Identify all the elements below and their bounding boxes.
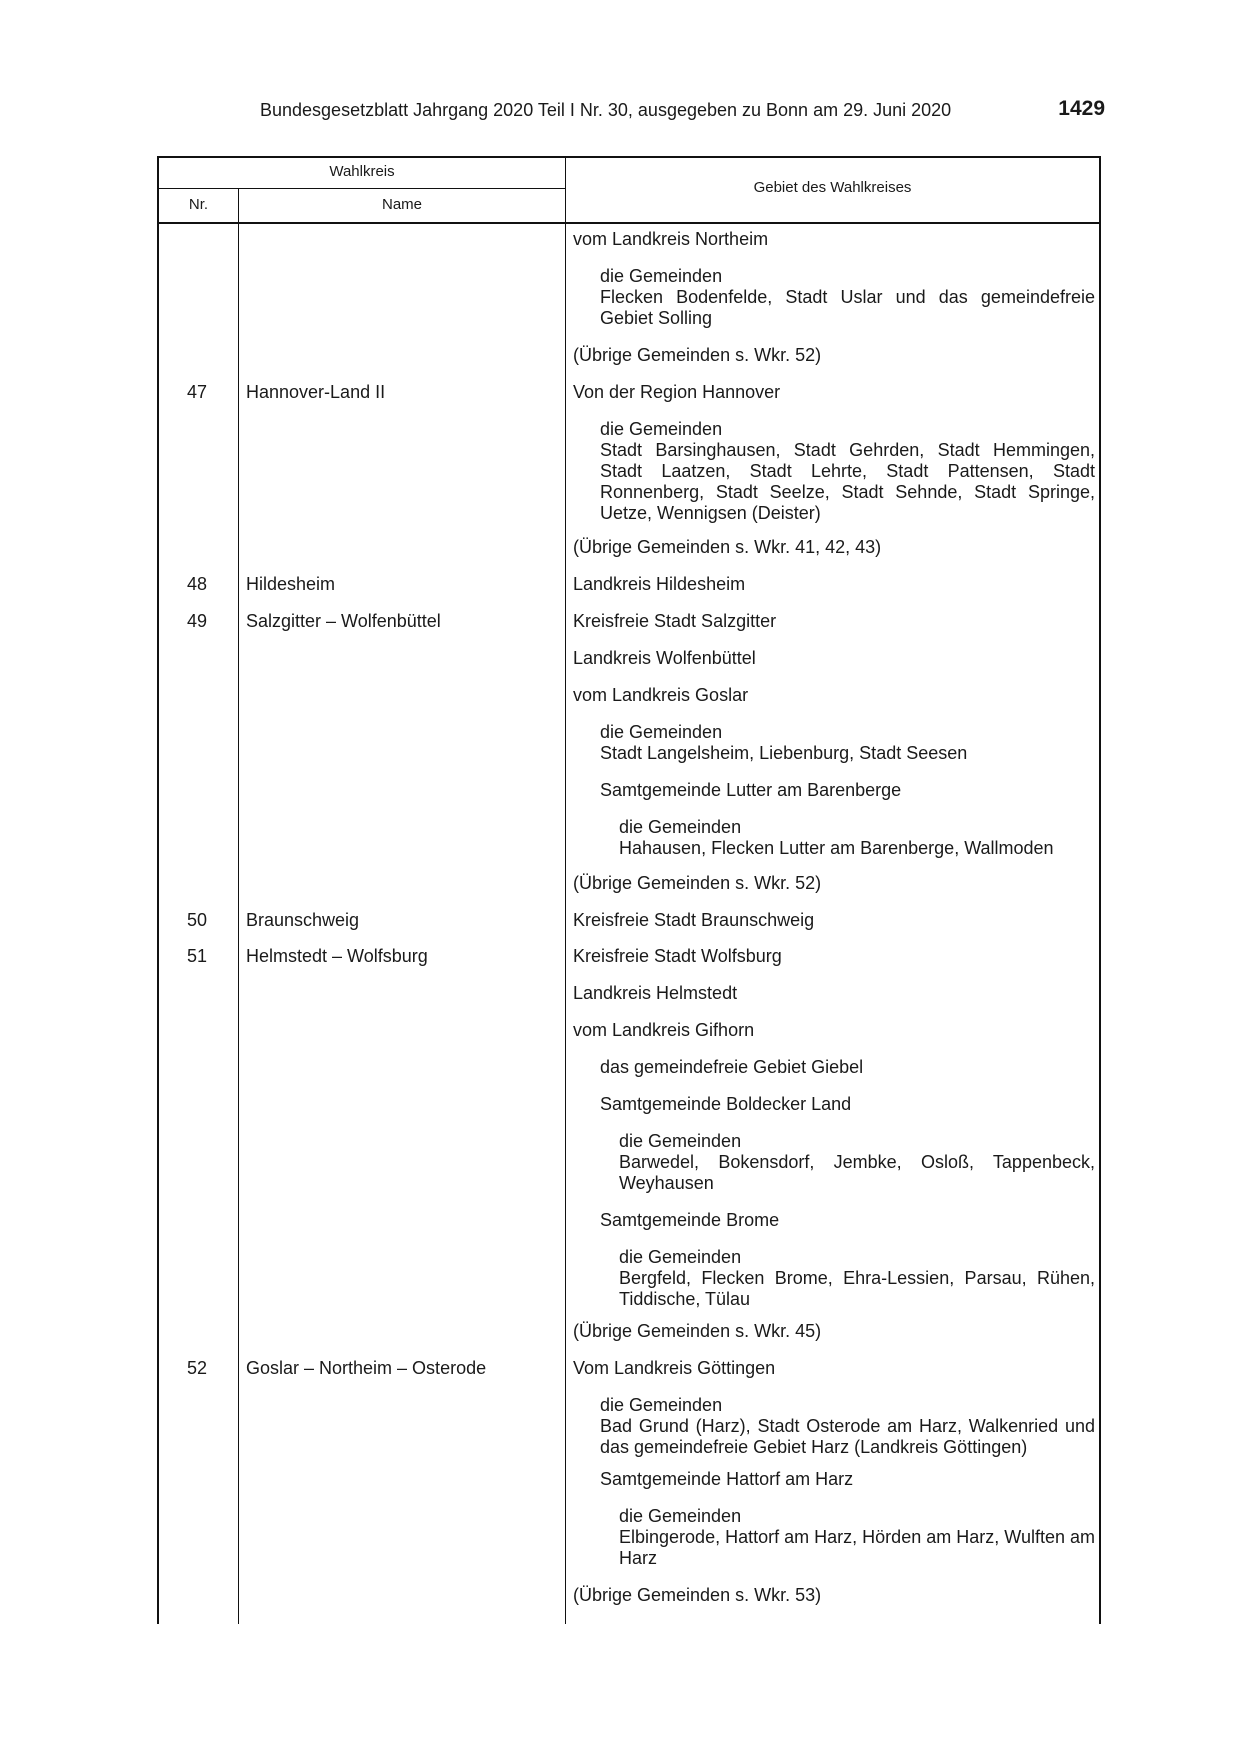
gebiet-entry: vom Landkreis Northeim	[573, 229, 769, 249]
gebiet-entry: Kreisfreie Stadt Wolfsburg	[573, 946, 782, 966]
table-top-rule	[157, 156, 1101, 158]
gebiet-entry: Samtgemeinde Lutter am Barenberge	[600, 780, 902, 800]
wahlkreis-name: Hildesheim	[246, 574, 336, 594]
wahlkreis-subheader-rule	[157, 188, 565, 189]
gebiet-entry: (Übrige Gemeinden s. Wkr. 52)	[573, 345, 822, 365]
gebiet-entry: Elbingerode, Hattorf am Harz, Hörden am Harz, Wulften am Harz	[619, 1527, 1095, 1568]
gebiet-entry: die Gemeinden	[600, 419, 723, 439]
gebiet-entry: die Gemeinden	[600, 266, 723, 286]
gebiet-entry: (Übrige Gemeinden s. Wkr. 45)	[573, 1321, 822, 1341]
gebiet-entry: Hahausen, Flecken Lutter am Barenberge, Wallmoden	[619, 838, 1054, 858]
header-gebiet: Gebiet des Wahlkreises	[753, 179, 912, 196]
table-left-rule	[157, 156, 159, 1624]
wahlkreis-nr: 47	[186, 382, 208, 402]
wahlkreis-name: Helmstedt – Wolfsburg	[246, 946, 428, 966]
wahlkreis-name: Goslar – Northeim – Osterode	[246, 1358, 487, 1378]
gebiet-entry: die Gemeinden	[619, 817, 742, 837]
gebiet-entry: Bergfeld, Flecken Brome, Ehra-Lessien, Parsau, Rühen, Tiddische, Tülau	[619, 1268, 1095, 1309]
gebiet-entry: Kreisfreie Stadt Braunschweig	[573, 910, 815, 930]
gebiet-entry: (Übrige Gemeinden s. Wkr. 52)	[573, 873, 822, 893]
gebiet-entry: Vom Landkreis Göttingen	[573, 1358, 776, 1378]
wahlkreis-nr: 51	[186, 946, 208, 966]
gebiet-entry: das gemeindefreie Gebiet Giebel	[600, 1057, 864, 1077]
wahlkreis-nr: 52	[186, 1358, 208, 1378]
gebiet-entry: die Gemeinden	[600, 1395, 723, 1415]
header-nr: Nr.	[188, 196, 209, 213]
wahlkreis-name: Salzgitter – Wolfenbüttel	[246, 611, 441, 631]
gebiet-entry: (Übrige Gemeinden s. Wkr. 53)	[573, 1585, 822, 1605]
gebiet-entry: die Gemeinden	[600, 722, 723, 742]
gebiet-entry: Landkreis Hildesheim	[573, 574, 746, 594]
wahlkreis-name: Hannover-Land II	[246, 382, 386, 402]
gebiet-entry: Landkreis Helmstedt	[573, 983, 738, 1003]
header-wahlkreis: Wahlkreis	[329, 163, 395, 180]
gebiet-entry: Von der Region Hannover	[573, 382, 781, 402]
page-number: 1429	[1058, 97, 1105, 120]
nr-name-divider	[238, 188, 239, 1624]
gebiet-entry: Samtgemeinde Hattorf am Harz	[600, 1469, 854, 1489]
gebiet-entry: die Gemeinden	[619, 1131, 742, 1151]
gebiet-entry: die Gemeinden	[619, 1247, 742, 1267]
gebiet-entry: Kreisfreie Stadt Salzgitter	[573, 611, 777, 631]
gebiet-entry: Samtgemeinde Boldecker Land	[600, 1094, 852, 1114]
header-name: Name	[381, 196, 422, 213]
name-gebiet-divider	[565, 156, 566, 1624]
wahlkreis-nr: 50	[186, 910, 208, 930]
gebiet-entry: (Übrige Gemeinden s. Wkr. 41, 42, 43)	[573, 537, 882, 557]
gebiet-entry: Bad Grund (Harz), Stadt Osterode am Harz, Walkenried und das gemeindefreie Gebiet Harz (Landkreis Göttingen)	[600, 1416, 1095, 1457]
gebiet-entry: Flecken Bodenfelde, Stadt Uslar und das gemeindefreie Gebiet Solling	[600, 287, 1095, 328]
wahlkreis-nr: 48	[186, 574, 208, 594]
gebiet-entry: Landkreis Wolfenbüttel	[573, 648, 756, 668]
gebiet-entry: Samtgemeinde Brome	[600, 1210, 780, 1230]
wahlkreis-name: Braunschweig	[246, 910, 360, 930]
gebiet-entry: Stadt Barsinghausen, Stadt Gehrden, Stadt Hemmingen, Stadt Laatzen, Stadt Lehrte, Stadt Pattensen, Stadt Ronnenberg, Stadt Seelze, Stadt Sehnde, Stadt Springe, Uetze, Wennigsen (Deister)	[600, 440, 1095, 523]
gebiet-entry: Stadt Langelsheim, Liebenburg, Stadt Seesen	[600, 743, 968, 763]
gebiet-entry: die Gemeinden	[619, 1506, 742, 1526]
header-bottom-rule	[157, 222, 1101, 224]
gebiet-entry: vom Landkreis Gifhorn	[573, 1020, 755, 1040]
wahlkreis-nr: 49	[186, 611, 208, 631]
gebiet-entry: Barwedel, Bokensdorf, Jembke, Osloß, Tappenbeck, Weyhausen	[619, 1152, 1095, 1193]
running-header	[0, 97, 1241, 128]
table-right-rule	[1099, 156, 1101, 1624]
gebiet-entry: vom Landkreis Goslar	[573, 685, 749, 705]
gazette-title: Bundesgesetzblatt Jahrgang 2020 Teil I Nr. 30, ausgegeben zu Bonn am 29. Juni 2020	[260, 100, 952, 120]
